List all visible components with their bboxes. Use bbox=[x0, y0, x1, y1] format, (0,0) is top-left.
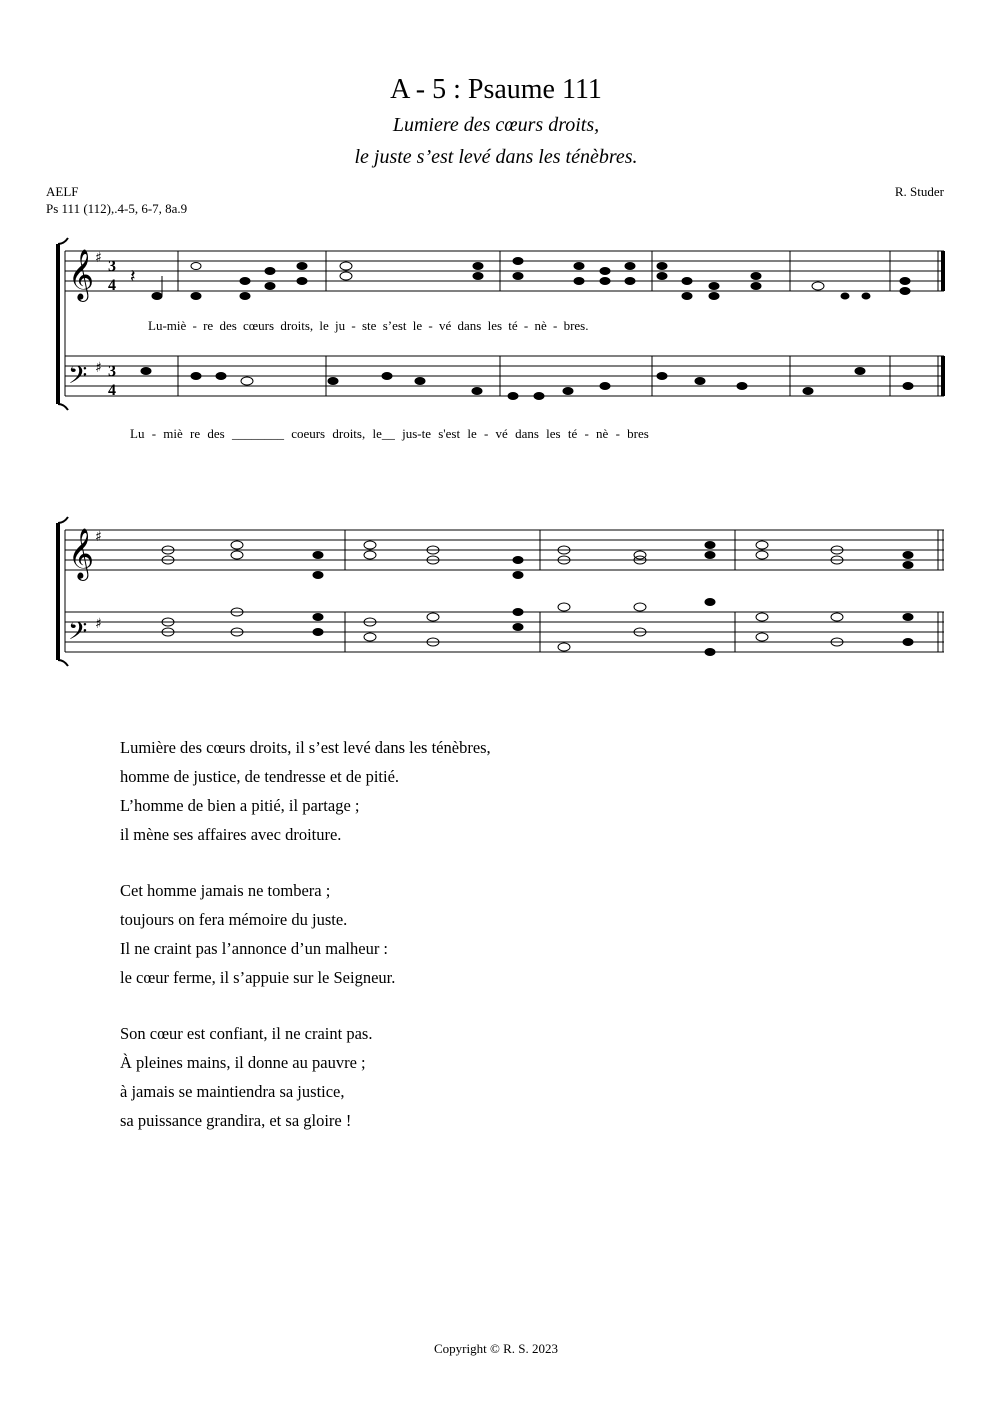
verse-line: à jamais se maintiendra sa justice, bbox=[120, 1082, 345, 1101]
key-sharp-icon: ♯ bbox=[95, 250, 102, 266]
copyright: Copyright © R. S. 2023 bbox=[433, 1341, 558, 1356]
verse-line: Lumière des cœurs droits, il s’est levé dans les ténèbres, bbox=[120, 738, 491, 757]
subtitle-line-2: le juste s’est levé dans les ténèbres. bbox=[354, 146, 638, 168]
verse-line: homme de justice, de tendresse et de pitié. bbox=[120, 767, 400, 786]
subtitle-line-1: Lumiere des cœurs droits, bbox=[392, 114, 600, 136]
verse-line: Son cœur est confiant, il ne craint pas. bbox=[120, 1024, 373, 1043]
bass-clef-icon: 𝄢 bbox=[68, 361, 88, 396]
verse-line: À pleines mains, il donne au pauvre ; bbox=[120, 1053, 366, 1072]
key-sharp-icon: ♯ bbox=[95, 529, 102, 545]
svg-text:3: 3 bbox=[108, 363, 116, 380]
svg-text:3: 3 bbox=[108, 258, 116, 275]
psalm-reference: Ps 111 (112),.4-5, 6-7, 8a.9 bbox=[46, 201, 188, 216]
svg-text:4: 4 bbox=[108, 382, 116, 399]
system2-bass-staff bbox=[65, 612, 944, 652]
key-sharp-icon: ♯ bbox=[95, 616, 102, 632]
svg-text:4: 4 bbox=[108, 277, 116, 294]
verse-line: le cœur ferme, il s’appuie sur le Seigneur. bbox=[120, 968, 396, 987]
lower-lyrics: Lu - miè re des ________ coeurs droits, le__ jus-te s'est le - vé dans les té - nè - bres bbox=[130, 426, 649, 441]
verse-line: il mène ses affaires avec droiture. bbox=[120, 825, 342, 844]
key-sharp-icon: ♯ bbox=[95, 360, 102, 376]
verse-line: toujours on fera mémoire du juste. bbox=[120, 910, 348, 929]
verse-line: sa puissance grandira, et sa gloire ! bbox=[120, 1111, 352, 1130]
treble-clef-icon: 𝄞 bbox=[68, 528, 95, 579]
psalm-verses bbox=[120, 733, 491, 1135]
treble-clef-icon: 𝄞 bbox=[68, 249, 95, 300]
verse-line: Il ne craint pas l’annonce d’un malheur : bbox=[120, 939, 389, 958]
page-title: A - 5 : Psaume 111 bbox=[390, 74, 602, 105]
source-label: AELF bbox=[46, 184, 79, 199]
verse-line: Cet homme jamais ne tombera ; bbox=[120, 881, 331, 900]
music-score bbox=[0, 0, 992, 700]
bass-clef-icon: 𝄢 bbox=[68, 617, 88, 652]
system2-notes bbox=[162, 541, 913, 656]
upper-lyrics: Lu-miè - re des cœurs droits, le ju - ste s’est le - vé dans les té - nè - bres. bbox=[148, 318, 589, 333]
composer-name: R. Studer bbox=[894, 184, 944, 199]
system2-treble-staff bbox=[65, 530, 944, 570]
quarter-rest-icon: 𝄽 bbox=[130, 266, 136, 287]
verse-line: L’homme de bien a pitié, il partage ; bbox=[120, 796, 360, 815]
